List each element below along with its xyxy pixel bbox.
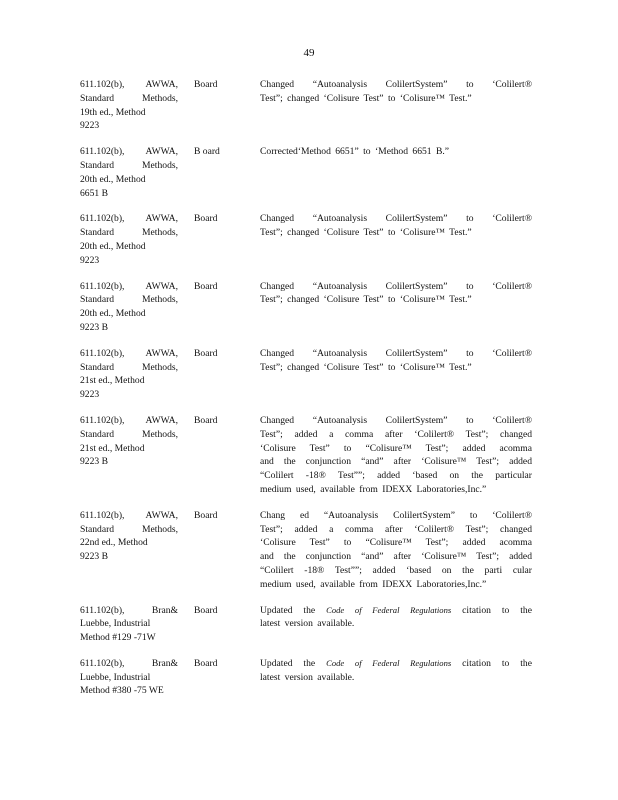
table-row [80, 509, 535, 592]
section-cell: 611.102(b), AWWA, Standard Methods, 20th ed., Method 9223 B [80, 280, 178, 333]
explanation-cell: Corrected‘Method 6651” to ‘Method 6651 B.” [260, 146, 450, 158]
explanation-cell: Changed “Autoanalysis ColilertSystem” to ‘Colilert® Test”; changed ‘Colisure Test” to ‘Colisure™ Test.” [260, 280, 532, 306]
source-cell: Board [194, 604, 218, 616]
source-cell: Board [194, 509, 218, 521]
source-cell: Board [194, 347, 218, 359]
section-cell: 611.102(b), AWWA, Standard Methods, 19th ed., Method 9223 [80, 79, 178, 132]
section-cell: 611.102(b), AWWA, Standard Methods, 22nd ed., Method 9223 B [80, 509, 178, 563]
table-row [80, 414, 535, 497]
section-cell: 611.102(b), Bran& Luebbe, Industrial Method #380 -75 WE [80, 657, 178, 697]
source-cell: Board [194, 213, 218, 225]
section-cell: 611.102(b), AWWA, Standard Methods, 21st ed., Method 9223 [80, 347, 178, 401]
table-row [80, 604, 535, 645]
table-row [80, 212, 535, 267]
page-number: 49 [303, 47, 315, 59]
section-cell: 611.102(b), Bran& Luebbe, Industrial Method #129 -71W [80, 604, 178, 644]
section-cell: 611.102(b), AWWA, Standard Methods, 20th ed., Method 6651 B [80, 146, 178, 199]
table-row [80, 78, 535, 133]
section-cell: 611.102(b), AWWA, Standard Methods, 20th ed., Method 9223 [80, 213, 178, 266]
table-row [80, 280, 535, 335]
explanation-cell: Changed “Autoanalysis ColilertSystem” to ‘Colilert® Test”; added a comma after ‘Colilert® Test”; changed ‘Colisure Test” to “Colisure™ Test”; added acomma and the conjunction “and” after ‘Colisure™ Test”; added “Colilert -18® Test””; added ‘based on the particular medium used, available from IDEXX Laboratories,Inc.” [260, 414, 532, 495]
explanation-cell: Changed “Autoanalysis ColilertSystem” to ‘Colilert® Test”; changed ‘Colisure Test” to ‘Colisure™ Test.” [260, 79, 532, 104]
table-row [80, 145, 535, 200]
source-cell: Board [194, 414, 218, 426]
section-cell: 611.102(b), AWWA, Standard Methods, 21st ed., Method 9223 B [80, 414, 178, 468]
explanation-cell: Chang ed “Autoanalysis ColilertSystem” to ‘Colilert® Test”; added a comma after ‘Colilert® Test”; changed ‘Colisure Test” to “Colisure™ Test”; added acomma and the conjunction “and” after ‘Colisure™ Test”; added “Colilert -18® Test””; added ‘based on the parti cular medium used, available from IDEXX Laboratories,Inc.” [260, 509, 532, 590]
explanation-cell: Updated the Code of Federal Regulations citation to the latest version available. [260, 604, 532, 630]
table-row [80, 657, 535, 698]
source-cell: Board [194, 79, 218, 90]
explanation-cell: Changed “Autoanalysis ColilertSystem” to ‘Colilert® Test”; changed ‘Colisure Test” to ‘Colisure™ Test.” [260, 213, 532, 239]
source-cell: Board [194, 657, 218, 669]
table-row [80, 347, 535, 402]
source-cell: B oard [194, 146, 220, 158]
explanation-cell: Changed “Autoanalysis ColilertSystem” to ‘Colilert® Test”; changed ‘Colisure Test” to ‘Colisure™ Test.” [260, 347, 532, 373]
amendments-table [80, 78, 535, 710]
source-cell: Board [194, 280, 218, 292]
explanation-cell: Updated the Code of Federal Regulations citation to the latest version available. [260, 657, 532, 683]
